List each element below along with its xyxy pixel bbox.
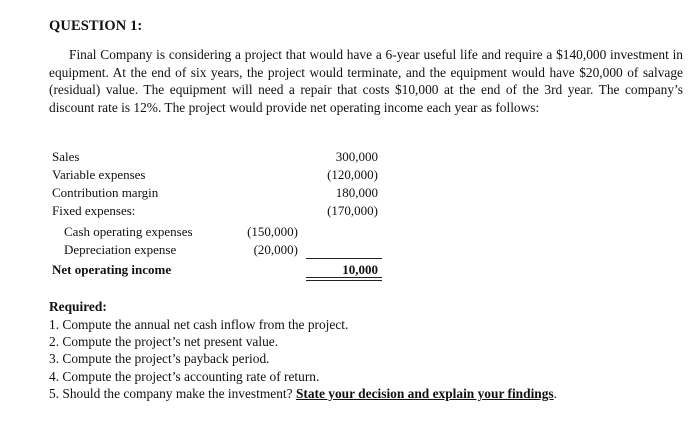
cash-operating-expenses-value: (150,000) bbox=[247, 224, 298, 239]
cash-operating-expenses-label: Cash operating expenses bbox=[64, 224, 193, 239]
required-item-4: 4. Compute the project’s accounting rate of return. bbox=[49, 368, 320, 384]
row-sales bbox=[0, 148, 700, 166]
variable-expenses-value: (120,000) bbox=[327, 167, 378, 182]
question-title: QUESTION 1: bbox=[49, 18, 143, 34]
required-item-5-text: 5. Should the company make the investment? bbox=[49, 385, 296, 401]
fixed-expenses-value: (170,000) bbox=[327, 203, 378, 218]
required-item-5-emphasis: State your decision and explain your findings bbox=[295, 385, 554, 401]
net-operating-income-value: 10,000 bbox=[342, 262, 378, 277]
row-contribution-margin bbox=[0, 184, 700, 202]
depreciation-expense-label: Depreciation expense bbox=[64, 242, 177, 257]
required-item-5 bbox=[49, 385, 557, 402]
row-depreciation-expense bbox=[0, 241, 700, 259]
required-section bbox=[49, 298, 557, 402]
depreciation-expense-value: (20,000) bbox=[253, 242, 298, 257]
net-operating-income-label: Net operating income bbox=[52, 262, 172, 277]
required-item-1: 1. Compute the annual net cash inflow from the project. bbox=[49, 317, 349, 332]
contribution-margin-value: 180,000 bbox=[335, 185, 378, 200]
intro-text: Final Company is considering a project that would have a 6-year useful life and require a $140,000 investment in equipment. At the end of six years, the project would terminate, and the equipment would have $20,000 of salvage (residual) value. The equipment will need a repair that costs $10,000 at the end of the 3rd year. The company’s discount rate is 12%. The project would provide net operating income each year as follows: bbox=[49, 47, 683, 115]
required-item-3: 3. Compute the project’s payback period. bbox=[49, 351, 270, 367]
subtotal-rule bbox=[306, 258, 382, 259]
sales-label: Sales bbox=[52, 149, 80, 164]
contribution-margin-label: Contribution margin bbox=[52, 185, 159, 200]
row-cash-operating-expenses bbox=[0, 223, 700, 241]
row-variable-expenses bbox=[0, 166, 700, 184]
sales-value: 300,000 bbox=[335, 149, 378, 164]
total-double-rule-top bbox=[306, 277, 382, 278]
required-heading: Required: bbox=[49, 299, 107, 314]
required-item-2: 2. Compute the project’s net present value. bbox=[49, 334, 279, 350]
total-double-rule-bottom bbox=[306, 280, 382, 281]
fixed-expenses-label: Fixed expenses: bbox=[52, 203, 136, 218]
variable-expenses-label: Variable expenses bbox=[52, 167, 146, 182]
required-item-5-end: . bbox=[553, 385, 558, 401]
row-fixed-expenses bbox=[0, 202, 700, 220]
required-list bbox=[49, 316, 557, 402]
